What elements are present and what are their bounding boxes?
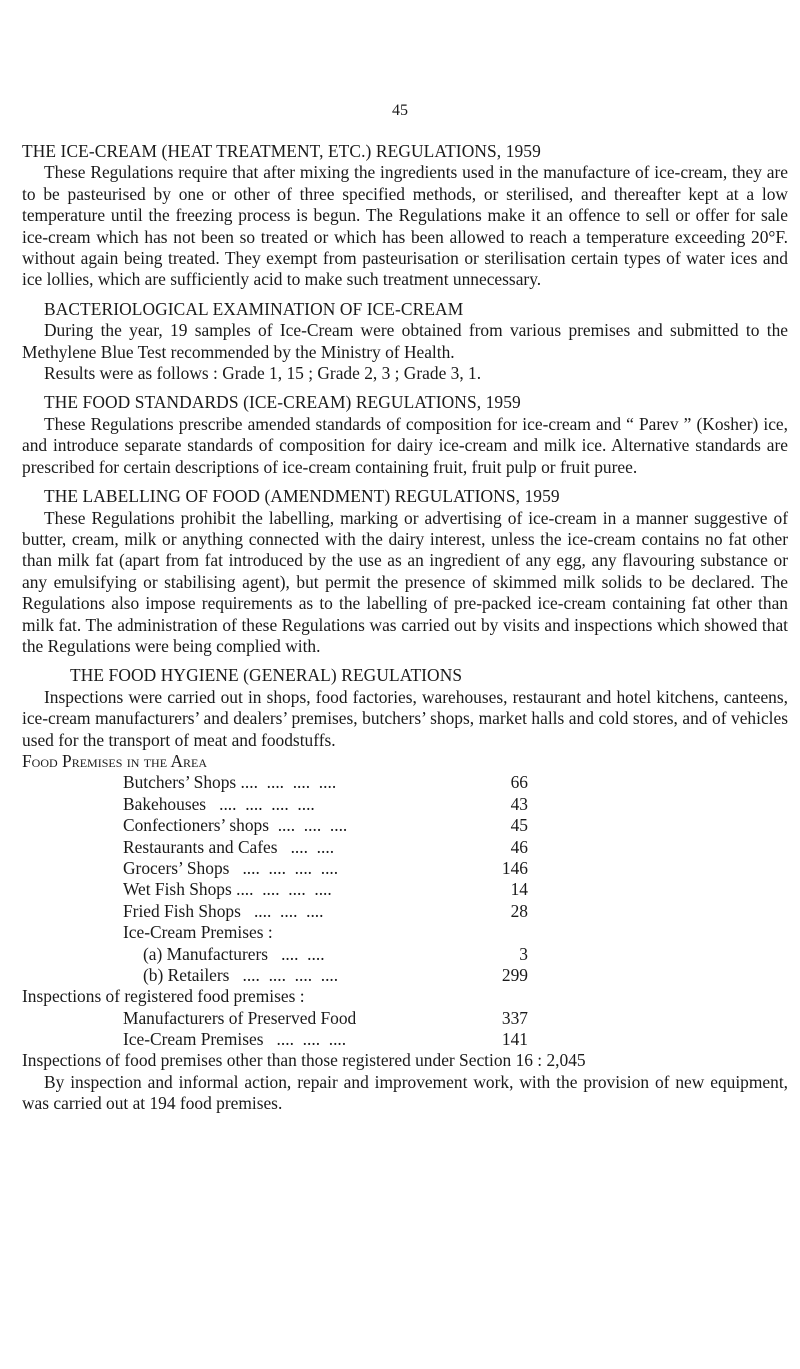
table-row	[123, 858, 528, 879]
heading-food-standards: THE FOOD STANDARDS (ICE-CREAM) REGULATIONS, 1959	[44, 392, 521, 413]
row-label: Wet Fish Shops .... .... .... ....	[123, 879, 332, 900]
row-label: Grocers’ Shops .... .... .... ....	[123, 857, 339, 878]
row-label: Ice-Cream Premises :	[123, 922, 273, 943]
table-row	[123, 901, 528, 922]
table-row	[123, 837, 528, 858]
row-value: 66	[510, 772, 528, 793]
row-value: 46	[510, 836, 528, 857]
premises-heading: Food Premises in the Area	[22, 750, 207, 771]
row-value: 299	[501, 964, 528, 985]
row-value: 45	[510, 815, 528, 836]
row-value: 14	[510, 879, 528, 900]
row-label: (a) Manufacturers .... ....	[143, 943, 325, 964]
para-bacteriological: During the year, 19 samples of Ice-Cream were obtained from various premises and submitted to the Methylene Blue Test recommended by the Ministry of Health.	[22, 320, 788, 362]
table-row	[123, 1029, 528, 1050]
table-row	[123, 922, 528, 943]
row-value	[496, 922, 528, 943]
other-inspections-line: Inspections of food premises other than those registered under Section 16 : 2,045	[22, 1050, 586, 1071]
premises-table	[123, 772, 528, 986]
row-label: Fried Fish Shops .... .... ....	[123, 900, 324, 921]
table-row	[123, 944, 528, 965]
para-food-hygiene: Inspections were carried out in shops, food factories, warehouses, restaurant and hotel kitchens, canteens, ice-cream manufacturers’ and dealers’ premises, butchers’ shops, market halls and cold stores, and of vehicles used for the transport of meat and foodstuffs.	[22, 686, 788, 750]
row-label: Confectioners’ shops .... .... ....	[123, 815, 348, 836]
row-label: Butchers’ Shops .... .... .... ....	[123, 772, 337, 793]
para-results: Results were as follows : Grade 1, 15 ; Grade 2, 3 ; Grade 3, 1.	[44, 363, 482, 384]
row-label: Manufacturers of Preserved Food	[123, 1007, 357, 1028]
table-row	[123, 965, 528, 986]
para-labelling: These Regulations prohibit the labelling, marking or advertising of ice-cream in a manner suggestive of butter, cream, milk or anything connected with the dairy interest, unless the ice-cream contains no fat other than milk fat (apart from fat introduced by the use as an ingredient of any egg, any flavouring substance or any emulsifying or stabilising agent), but permit the presence of skimmed milk solids to be declared. The Regulations also impose requirements as to the labelling of pre-packed ice-cream containing fat other than milk fat. The administration of these Regulations was carried out by visits and inspections which showed that the Regulations were being complied with.	[22, 507, 788, 656]
page-number: 45	[392, 102, 408, 119]
registered-heading: Inspections of registered food premises :	[22, 986, 305, 1007]
row-value: 141	[501, 1029, 528, 1050]
row-value: 28	[510, 900, 528, 921]
table-row	[123, 772, 528, 793]
para-closing: By inspection and informal action, repair and improvement work, with the provision of new equipment, was carried out at 194 food premises.	[22, 1071, 788, 1114]
table-row	[123, 794, 528, 815]
heading-labelling: THE LABELLING OF FOOD (AMENDMENT) REGULATIONS, 1959	[44, 486, 560, 507]
table-row	[123, 879, 528, 900]
row-label: Bakehouses .... .... .... ....	[123, 793, 315, 814]
heading-heat-treatment: THE ICE-CREAM (HEAT TREATMENT, ETC.) REGULATIONS, 1959	[22, 141, 541, 161]
row-value: 43	[510, 793, 528, 814]
table-row	[123, 1008, 528, 1029]
row-label: Restaurants and Cafes .... ....	[123, 836, 335, 857]
row-value: 146	[501, 857, 528, 878]
heading-food-hygiene: THE FOOD HYGIENE (GENERAL) REGULATIONS	[70, 665, 463, 686]
para-heat-treatment: These Regulations require that after mixing the ingredients used in the manufacture of ice-cream, they are to be pasteurised by one or other of three specified methods, or sterilised, and thereafter kept at a low temperature until the freezing process is begun. The Regulations make it an offence to sell or offer for sale ice-cream which has not been so treated or which has been allowed to reach a temperature exceeding 20°F. without again being treated. They exempt from pasteurisation or sterilisation certain types of water ices and ice lollies, which are sufficiently acid to make such treatment unnecessary.	[22, 162, 788, 290]
registered-table	[123, 1008, 528, 1051]
heading-bacteriological: BACTERIOLOGICAL EXAMINATION OF ICE-CREAM	[44, 298, 464, 319]
page-content	[22, 141, 788, 1115]
row-label: (b) Retailers .... .... .... ....	[143, 964, 339, 985]
row-label: Ice-Cream Premises .... .... ....	[123, 1029, 347, 1050]
table-row	[123, 815, 528, 836]
row-value: 337	[501, 1007, 528, 1028]
para-food-standards: These Regulations prescribe amended standards of composition for ice-cream and “ Parev ” (Kosher) ice, and introduce separate standards of composition for dairy ice-cream and milk ice. Alternative standards are prescribed for certain descriptions of ice-cream containing fruit, fruit pulp or fruit puree.	[22, 413, 788, 477]
row-value: 3	[519, 943, 528, 964]
